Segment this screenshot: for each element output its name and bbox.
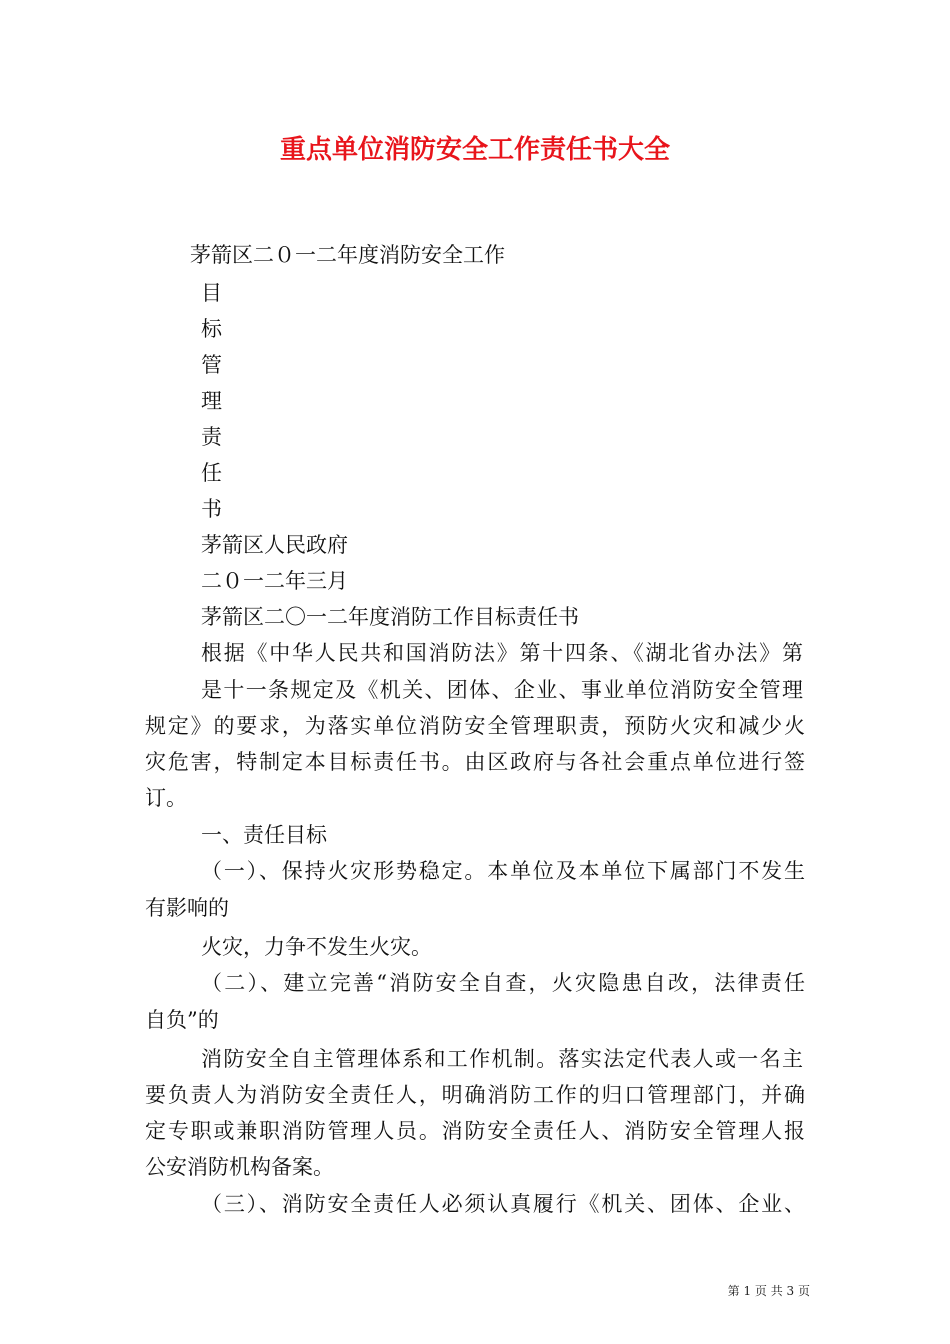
item1-line: （一）、保持火灾形势稳定。本单位及本单位下属部门不发生 [201, 859, 805, 883]
intro-line: 订。 [145, 786, 187, 810]
cover-vertical-char: 书 [201, 497, 222, 521]
cover-vertical-char: 理 [201, 389, 222, 413]
cover-vertical-char: 管 [201, 353, 222, 377]
intro-line: 灾危害，特制定本目标责任书。由区政府与各社会重点单位进行签 [145, 750, 805, 774]
document-title: 重点单位消防安全工作责任书大全 [279, 135, 670, 165]
item2-line: （二）、建立完善“消防安全自查，火灾隐患自改，法律责任 [201, 971, 805, 995]
item2-line: 消防安全自主管理体系和工作机制。落实法定代表人或一名主 [201, 1047, 803, 1071]
cover-vertical-char: 目 [201, 281, 222, 305]
section-heading: 一、责任目标 [201, 823, 327, 847]
cover-issuer: 茅箭区人民政府 [201, 533, 348, 557]
item1-line: 火灾，力争不发生火灾。 [201, 935, 432, 959]
page-number: 第 1 页 共 3 页 [727, 1284, 810, 1298]
cover-vertical-char: 责 [201, 425, 222, 449]
intro-line: 根据《中华人民共和国消防法》第十四条、《湖北省办法》第 [201, 641, 803, 665]
item3-line: （三）、消防安全责任人必须认真履行《机关、团体、企业、 [201, 1192, 805, 1216]
doc-title: 茅箭区二〇一二年度消防工作目标责任书 [201, 605, 579, 629]
cover-heading: 茅箭区二０一二年度消防安全工作 [190, 243, 505, 267]
item2-line: 公安消防机构备案。 [145, 1155, 334, 1179]
cover-vertical-char: 任 [201, 461, 222, 485]
cover-date: 二０一二年三月 [201, 569, 348, 593]
item2-line: 自负”的 [145, 1008, 219, 1032]
cover-vertical-char: 标 [201, 317, 222, 341]
intro-line: 规定》的要求，为落实单位消防安全管理职责，预防火灾和减少火 [145, 714, 805, 738]
item2-line: 定专职或兼职消防管理人员。消防安全责任人、消防安全管理人报 [145, 1119, 805, 1143]
intro-line: 是十一条规定及《机关、团体、企业、事业单位消防安全管理 [201, 678, 803, 702]
item2-line: 要负责人为消防安全责任人，明确消防工作的归口管理部门，并确 [145, 1083, 805, 1107]
item1-line: 有影响的 [145, 896, 229, 920]
